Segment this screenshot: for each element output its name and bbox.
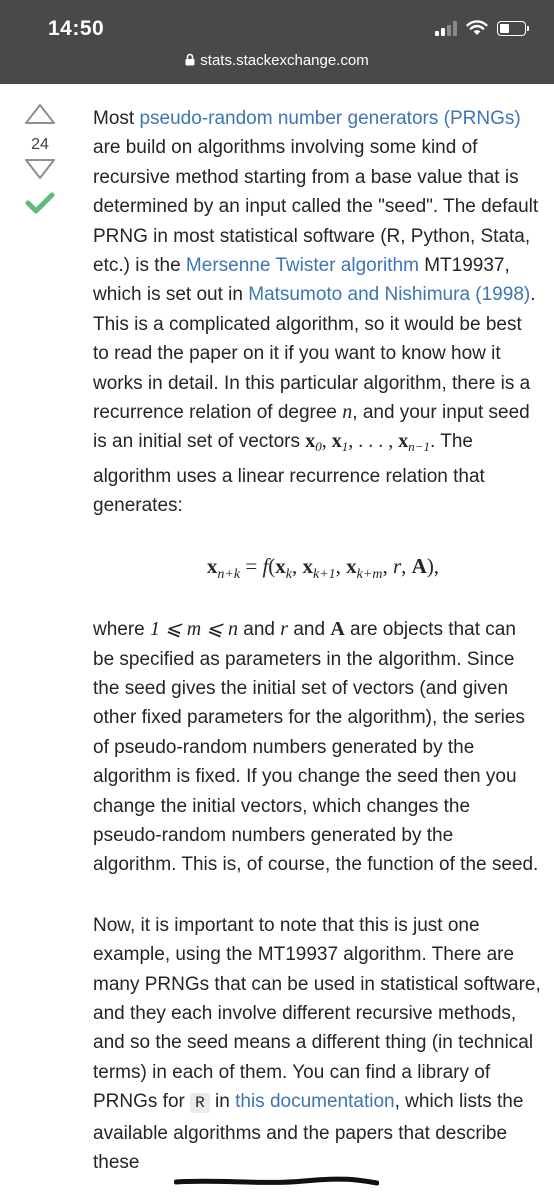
math-var-A: A — [330, 618, 345, 641]
downvote-arrow-icon[interactable] — [22, 157, 58, 181]
link-documentation[interactable]: this documentation — [235, 1091, 395, 1113]
address-bar[interactable] — [0, 52, 554, 69]
answer-body — [93, 104, 541, 1200]
cellular-signal-icon — [435, 21, 457, 36]
recurrence-equation: $x_{n+k} = f(x_k$, $x_{k+1}$, $x_{k+m}$, r, A), — [206, 553, 440, 582]
status-time: 14:50 — [48, 17, 105, 40]
lock-icon — [185, 53, 195, 66]
vote-controls — [22, 102, 58, 221]
strikethrough-scribble — [174, 1176, 379, 1192]
math-condition: 1 ⩽ m ⩽ n — [150, 618, 238, 641]
answer-paragraph-3: Now, it is important to note that this is just one example, using the MT19937 algorithm. There are many PRNGs that can be used in statistical software, and they each involve different recursive methods, and so the seed means a different thing (in technical terms) in each of them. You can find a library of PRNGs for R in this documentation, which lists the available algorithms and the papers that describe these — [93, 914, 541, 1173]
battery-icon — [497, 21, 526, 36]
browser-top-bar — [0, 0, 554, 84]
inline-code-r: R — [190, 1093, 210, 1113]
upvote-arrow-icon[interactable] — [22, 102, 58, 126]
link-prng[interactable]: pseudo-random number generators (PRNGs) — [139, 108, 521, 129]
vote-count: 24 — [31, 136, 49, 153]
answer-paragraph-1: Most pseudo-random number generators (PRNGs) are build on algorithms involving some kind of recursive method starting from a base value that is determined by an input called the "seed". The default PRNG in most statistical software (R, Python, Stata, etc.) is the Mersenne Twister algorithm MT19937, which is set out in Matsumoto and Nishimura (1998). This is a complicated algorithm, so it would be best to read the paper on it if you want to know how it works in detail. In this particular algorithm, there is a recurrence relation of degree n, and your input seed is an initial set of vectors $x_0$, $x_1$, . . . , $x_{n-1}$. The algorithm uses a linear recurrence relation that generates: — [93, 108, 539, 517]
math-var-r: r — [280, 618, 289, 641]
accepted-checkmark-icon — [22, 190, 58, 216]
url-text: stats.stackexchange.com — [200, 52, 369, 69]
math-vectors: $x_0$, $x_1$, . . . , $x_{n-1}$ — [305, 430, 431, 455]
link-mersenne-twister[interactable]: Mersenne Twister algorithm — [185, 255, 419, 277]
math-var-n: n — [342, 401, 353, 424]
status-icons — [435, 20, 526, 36]
wifi-icon — [466, 20, 488, 36]
answer-paragraph-2: where 1 ⩽ m ⩽ n and r and A are objects that can be specified as parameters in the algorithm. Since the seed gives the initial set of vectors (and given other fixed parameters for the algorithm), the series of pseudo-random numbers generated by the algorithm is fixed. If you change the seed then you change the initial vectors, which changes the pseudo-random numbers generated by the algorithm. This is, of course, the function of the seed. — [93, 618, 539, 876]
link-matsumoto-paper[interactable]: Matsumoto and Nishimura (1998) — [248, 284, 531, 306]
